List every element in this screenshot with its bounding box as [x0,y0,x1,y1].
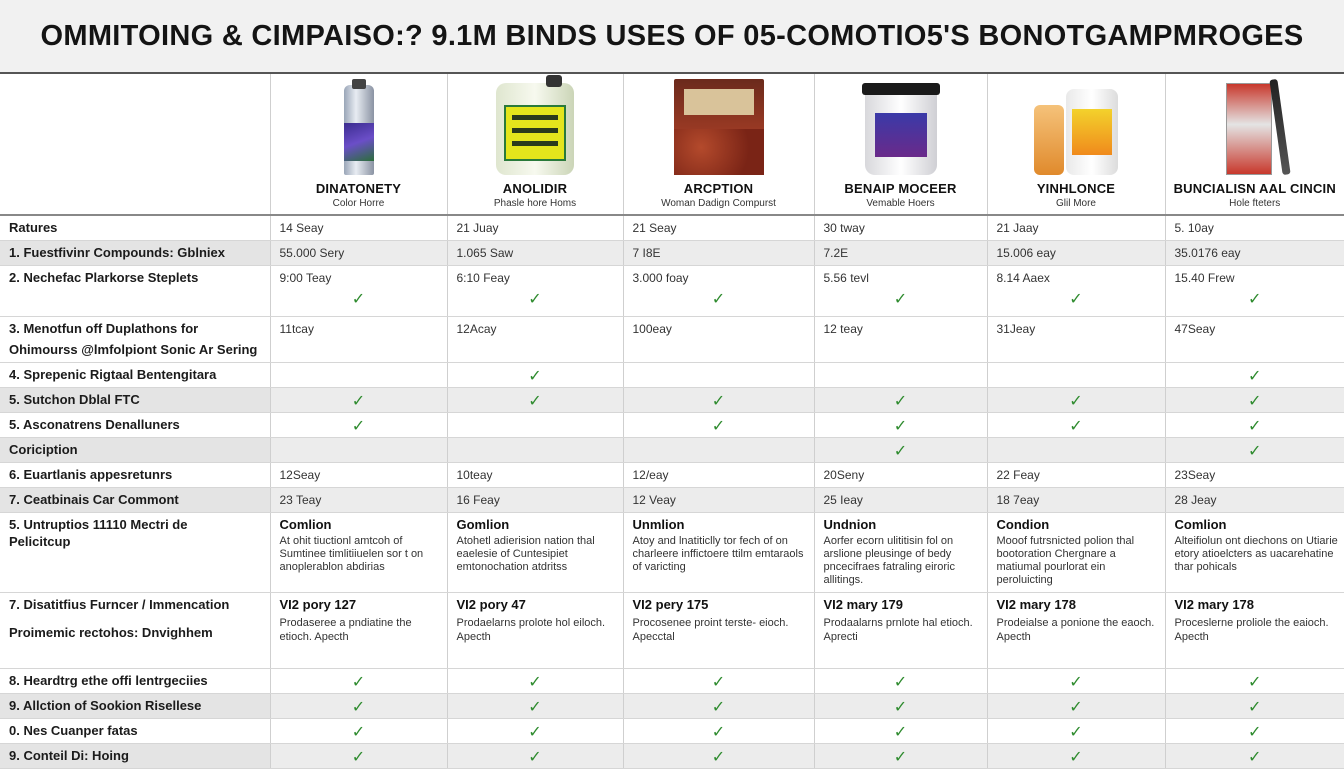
row-label: 8. Heardtrg ethe offi lentrgeciies [0,668,270,693]
condition-heading: Comlion [1175,518,1344,532]
condition-heading: Unmlion [633,518,814,532]
condition-heading: Comlion [280,518,447,532]
check-icon: ✓ [623,387,814,412]
check-icon: ✓ [987,668,1165,693]
cell-value: 35.0176 eay [1165,240,1344,265]
product-subtitle: Phasle hore Homs [494,198,576,209]
cell-value [814,265,987,316]
check-icon: ✓ [814,718,987,743]
title-bar [0,0,1344,74]
cell-empty [270,437,447,462]
product-column-5 [987,74,1165,215]
distribution-cell [1165,592,1344,668]
table-row [0,462,1344,487]
cell-value [447,265,623,316]
cell-empty [987,437,1165,462]
cell-value [270,265,447,316]
cell-value: 12/eay [623,462,814,487]
distribution-text: Prodaalarns prnlote hal etioch. Aprecti [824,616,987,644]
jug-icon [496,75,574,175]
check-icon: ✓ [270,693,447,718]
distribution-heading: VI2 pory 47 [457,598,623,612]
check-icon: ✓ [1165,362,1344,387]
check-icon: ✓ [1175,293,1344,307]
bag-icon [674,75,764,175]
table-row [0,362,1344,387]
check-icon: ✓ [814,668,987,693]
table-row [0,668,1344,693]
table-row [0,718,1344,743]
bottles-icon [1034,75,1118,175]
cell-empty [623,362,814,387]
check-icon: ✓ [987,412,1165,437]
row-label: 5. Asconatrens Denalluners [0,412,270,437]
product-column-4 [814,74,987,215]
product-name: BUNCIALISN AAL CINCIN [1174,181,1336,196]
condition-text: Aorfer ecorn ulititisin fol on arslione pleusinge of bedy pncecifraes fatraling eiroric allitings. [824,535,987,587]
condition-heading: Undnion [824,518,987,532]
cell-value: 12Seay [270,462,447,487]
check-icon: ✓ [1165,412,1344,437]
distribution-text: Prodaelarns prolote hol eiloch. Apecth [457,616,623,644]
check-icon: ✓ [447,743,623,768]
cell-empty [814,362,987,387]
cell-value: 7 I8E [623,240,814,265]
product-header-row [0,74,1344,215]
row-label: 9. Conteil Di: Hoing [0,743,270,768]
table-row [0,487,1344,512]
value-text: 6:10 Feay [457,271,510,285]
check-icon: ✓ [447,693,623,718]
corner-cell [0,74,270,215]
check-icon: ✓ [270,718,447,743]
product-name: BENAIP MOCEER [844,181,956,196]
cell-value: 28 Jeay [1165,487,1344,512]
cell-value: 55.000 Sery [270,240,447,265]
product-subtitle: Woman Dadign Compurst [661,198,776,209]
cell-value: 1.065 Saw [447,240,623,265]
check-icon: ✓ [623,743,814,768]
product-name: YINHLONCE [1037,181,1115,196]
condition-cell [270,512,447,592]
row-label-sub: Proimemic rectohos: Dnvighhem [9,625,264,641]
value-text: 3.000 foay [633,271,689,285]
check-icon: ✓ [814,387,987,412]
condition-cell [814,512,987,592]
condition-heading: Gomlion [457,518,623,532]
check-icon: ✓ [824,293,987,307]
condition-text: Atohetl adierision nation thal eaelesie of Cuntesipiet emtonochation atdritss [457,535,623,574]
comparison-table [0,74,1344,769]
cell-value: 12 Veay [623,487,814,512]
check-icon: ✓ [987,387,1165,412]
check-icon: ✓ [447,668,623,693]
cell-value: 22 Feay [987,462,1165,487]
cell-value: 23 Teay [270,487,447,512]
table-row [0,437,1344,462]
product-subtitle: Color Horre [333,198,385,209]
row-label: 1. Fuestfivinr Compounds: Gblniex [0,240,270,265]
product-subtitle: Vemable Hoers [866,198,934,209]
distribution-heading: VI2 pory 127 [280,598,447,612]
cell-value: 11tcay [270,316,447,362]
check-icon: ✓ [987,718,1165,743]
cell-value: 5. 10ay [1165,215,1344,240]
distribution-text: Proceslerne proliole the eaioch. Apecth [1175,616,1344,644]
check-icon: ✓ [280,293,447,307]
table-row [0,592,1344,668]
row-label-main: 3. Menotfun off Duplathons for [9,321,198,336]
cell-value: 100eay [623,316,814,362]
table-row [0,412,1344,437]
table-row [0,512,1344,592]
row-label: 0. Nes Cuanper fatas [0,718,270,743]
product-subtitle: Glil More [1056,198,1096,209]
check-icon: ✓ [633,293,814,307]
check-icon: ✓ [623,693,814,718]
table-row [0,387,1344,412]
row-label-main: 5. Untruptios 11110 Mectri de [9,517,187,532]
cell-value: 18 7eay [987,487,1165,512]
cell-value: 31Jeay [987,316,1165,362]
row-label: Coriciption [0,437,270,462]
cell-value: 30 tway [814,215,987,240]
distribution-heading: VI2 pery 175 [633,598,814,612]
cell-empty [447,437,623,462]
distribution-heading: VI2 mary 178 [1175,598,1344,612]
row-label: Ratures [0,215,270,240]
distribution-cell [447,592,623,668]
check-icon: ✓ [814,743,987,768]
cell-value: 15.006 eay [987,240,1165,265]
check-icon: ✓ [457,293,623,307]
table-row [0,316,1344,362]
tub-icon [865,75,937,175]
distribution-cell [814,592,987,668]
row-label [0,512,270,592]
check-icon: ✓ [814,693,987,718]
cell-value: 21 Jaay [987,215,1165,240]
distribution-text: Prodeialse a ponione the eaoch. Apecth [997,616,1165,644]
cell-value: 21 Juay [447,215,623,240]
check-icon: ✓ [447,387,623,412]
row-label [0,592,270,668]
condition-cell [623,512,814,592]
check-icon: ✓ [1165,693,1344,718]
check-icon: ✓ [1165,668,1344,693]
check-icon: ✓ [997,293,1165,307]
check-icon: ✓ [987,743,1165,768]
cell-value [987,265,1165,316]
row-label: 7. Ceatbinais Car Commont [0,487,270,512]
cell-value: 12 teay [814,316,987,362]
check-icon: ✓ [623,718,814,743]
product-subtitle: Hole fteters [1229,198,1280,209]
cell-value: 20Seny [814,462,987,487]
condition-text: Alteifiolun ont diechons on Utiarie etory atioelcters as uacarehatine thar pohicals [1175,535,1344,574]
check-icon: ✓ [1165,718,1344,743]
cell-value: 16 Feay [447,487,623,512]
value-text: 15.40 Frew [1175,271,1235,285]
product-column-2 [447,74,623,215]
row-label: 2. Nechefac Plarkorse Steplets [0,265,270,316]
distribution-heading: VI2 mary 178 [997,598,1165,612]
cell-empty [447,412,623,437]
cell-value: 10teay [447,462,623,487]
cell-value: 23Seay [1165,462,1344,487]
distribution-text: Procosenee proint terste- eioch. Apecctal [633,616,814,644]
page-title: OMMITOING & CIMPAISO:? 9.1M BINDS USES OF 05-COMOTIO5'S BONOTGAMPMROGES [41,20,1304,53]
row-label: 5. Sutchon Dblal FTC [0,387,270,412]
value-text: 5.56 tevl [824,271,869,285]
row-label-sub: Ohimourss @lmfolpiont Sonic Ar Sering [9,342,264,358]
kit-icon [1226,75,1284,175]
row-label: 9. Allction of Sookion Risellese [0,693,270,718]
check-icon: ✓ [270,412,447,437]
check-icon: ✓ [623,668,814,693]
check-icon: ✓ [623,412,814,437]
distribution-text: Prodaseree a pndiatine the etioch. Apecth [280,616,447,644]
cell-value: 21 Seay [623,215,814,240]
check-icon: ✓ [447,718,623,743]
cell-empty [270,362,447,387]
condition-text: At ohit tiuctionl amtcoh of Sumtinee timlitiiuelen sor t on anoplerablon abdirias [280,535,447,574]
check-icon: ✓ [1165,743,1344,768]
condition-cell [447,512,623,592]
product-name: ANOLIDIR [503,181,567,196]
condition-text: Atoy and lnatiticlly tor fech of on charleere inffictoere ttilm emtaraols of varicting [633,535,814,574]
table-row [0,743,1344,768]
distribution-heading: VI2 mary 179 [824,598,987,612]
product-column-3 [623,74,814,215]
product-name: DINATONETY [316,181,401,196]
condition-cell [987,512,1165,592]
check-icon: ✓ [814,412,987,437]
table-row [0,240,1344,265]
table-row [0,693,1344,718]
distribution-cell [987,592,1165,668]
cell-empty [623,437,814,462]
row-label: 6. Euartlanis appesretunrs [0,462,270,487]
cell-value: 14 Seay [270,215,447,240]
check-icon: ✓ [270,387,447,412]
product-name: ARCPTION [684,181,754,196]
spray-can-icon [344,75,374,175]
check-icon: ✓ [987,693,1165,718]
row-label [0,316,270,362]
check-icon: ✓ [814,437,987,462]
value-text: 9:00 Teay [280,271,332,285]
cell-value [623,265,814,316]
row-label-main: 7. Disatitfius Furncer / Immencation [9,597,229,612]
cell-value [1165,265,1344,316]
check-icon: ✓ [447,362,623,387]
condition-heading: Condion [997,518,1165,532]
check-icon: ✓ [1165,387,1344,412]
cell-value: 7.2E [814,240,987,265]
cell-value: 47Seay [1165,316,1344,362]
check-icon: ✓ [270,668,447,693]
table-row [0,215,1344,240]
cell-value: 12Acay [447,316,623,362]
product-column-1 [270,74,447,215]
cell-empty [987,362,1165,387]
table-row [0,265,1344,316]
product-column-6 [1165,74,1344,215]
value-text: 8.14 Aaex [997,271,1050,285]
condition-cell [1165,512,1344,592]
check-icon: ✓ [270,743,447,768]
row-label-sub: Pelicitcup [9,534,264,550]
row-label: 4. Sprepenic Rigtaal Bentengitara [0,362,270,387]
check-icon: ✓ [1165,437,1344,462]
cell-value: 25 Ieay [814,487,987,512]
condition-text: Mooof futrsnicted polion thal bootoration Chergnare a matiumal pourlorat ein peroluicting [997,535,1165,587]
distribution-cell [623,592,814,668]
distribution-cell [270,592,447,668]
